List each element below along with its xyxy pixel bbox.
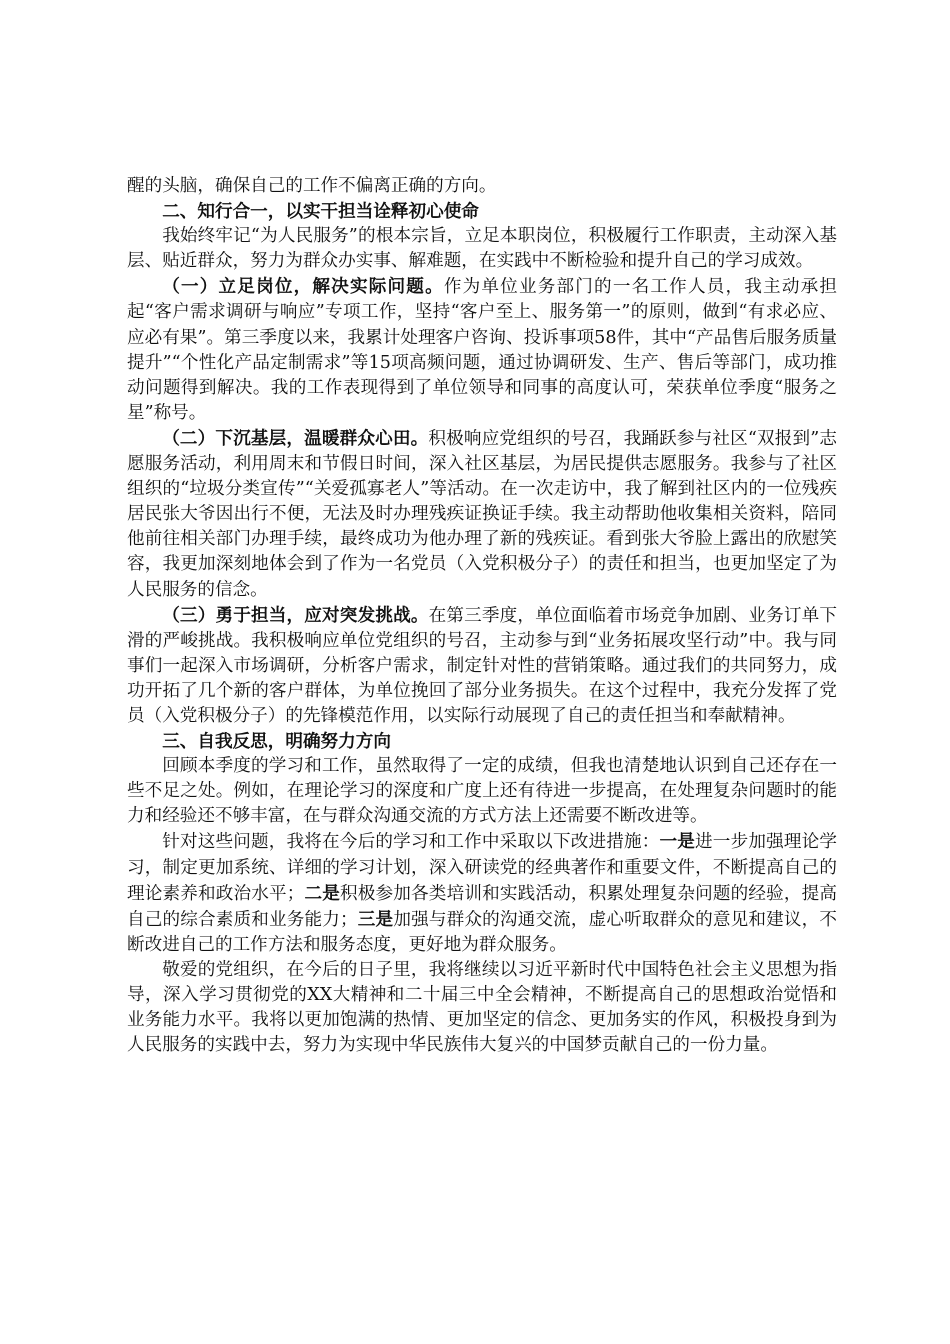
- paragraph-text: 作为单位业务部门的一名工作人员，我主动承担起“客户需求调研与响应”专项工作，坚持“客户至上、服务第一”的原则，做到“有求必应、应必有果”。第三季度以来，我累计处理客户咨询、投诉事项58件，其中“产品售后服务质量提升”“个性化产品定制需求”等15项高频问题，通过协调研发、生产、售后等部门，成功推动问题得到解决。我的工作表现得到了单位领导和同事的高度认可，荣获单位季度“服务之星”称号。: [127, 277, 837, 423]
- paragraph-item-3: [127, 603, 837, 729]
- paragraph-text: 进一步加强理论学习，制定更加系统、详细的学习计划，深入研读党的经典著作和重要文件，不断提高自己的理论素养和政治水平；: [127, 832, 837, 904]
- paragraph-item-2: [127, 426, 837, 603]
- section-heading-3: 三、自我反思，明确努力方向: [162, 731, 391, 753]
- section-heading-2: 二、知行合一，以实干担当诠释初心使命: [162, 201, 479, 223]
- paragraph-improvements: [127, 829, 837, 957]
- paragraph-text: 针对这些问题，我将在今后的学习和工作中采取以下改进措施：: [162, 832, 660, 853]
- paragraph-text: 积极响应党组织的号召，我踊跃参与社区“双报到”志愿服务活动，利用周末和节假日时间，深入社区基层，为居民提供志愿服务。我参与了社区组织的“垃圾分类宣传”“关爱孤寡老人”等活动。在一次走访中，我了解到社区内的一位残疾居民张大爷因出行不便，无法及时办理残疾证换证手续。我主动帮助他收集相关资料，陪同他前往相关部门办理手续，最终成功为他办理了新的残疾证。看到张大爷脸上露出的欣慰笑容，我更加深刻地体会到了作为一名党员（入党积极分子）的责任和担当，也更加坚定了为人民服务的信念。: [127, 428, 837, 600]
- subheading-item-1: （一）立足岗位，解决实际问题。: [162, 276, 444, 298]
- paragraph-section-2-intro: [127, 224, 837, 274]
- paragraph-text: 加强与群众的沟通交流，虚心听取群众的意见和建议，不断改进自己的工作方法和服务态度，更好地为群众服务。: [127, 909, 837, 955]
- paragraph-text: 醒的头脑，确保自己的工作不偏离正确的方向。: [127, 176, 497, 196]
- document-body: [127, 174, 837, 1058]
- keyword-second: 二是: [304, 882, 341, 904]
- paragraph-text: 在第三季度，单位面临着市场竞争加剧、业务订单下滑的严峻挑战。我积极响应单位党组织的号召，主动参与到“业务拓展攻坚行动”中。我与同事们一起深入市场调研，分析客户需求，制定针对性的营销策略。通过我们的共同努力，成功开拓了几个新的客户群体，为单位挽回了部分业务损失。在这个过程中，我充分发挥了党员（入党积极分子）的先锋模范作用，以实际行动展现了自己的责任担当和奉献精神。: [127, 605, 837, 726]
- paragraph-text: 回顾本季度的学习和工作，虽然取得了一定的成绩，但我也清楚地认识到自己还存在一些不足之处。例如，在理论学习的深度和广度上还有待进一步提高，在处理复杂问题时的能力和经验还不够丰富，在与群众沟通交流的方式方法上还需要不断改进等。: [127, 756, 837, 827]
- paragraph-intro-tail: [127, 174, 837, 199]
- keyword-third: 三是: [357, 908, 394, 930]
- paragraph-closing: [127, 958, 837, 1058]
- paragraph-text: 积极参加各类培训和实践活动，积累处理复杂问题的经验，提高自己的综合素质和业务能力；: [127, 883, 837, 930]
- paragraph-item-1: [127, 274, 837, 426]
- subheading-item-2: （二）下沉基层，温暖群众心田。: [162, 427, 429, 449]
- paragraph-text: 我始终牢记“为人民服务”的根本宗旨，立足本职岗位，积极履行工作职责，主动深入基层、贴近群众，努力为群众办实事、解难题，在实践中不断检验和提升自己的学习成效。: [127, 226, 837, 272]
- paragraph-text: 敬爱的党组织，在今后的日子里，我将继续以习近平新时代中国特色社会主义思想为指导，深入学习贯彻党的XX大精神和二十届三中全会精神，不断提高自己的思想政治觉悟和业务能力水平。我将以更加饱满的热情、更加坚定的信念、更加务实的作风，积极投身到为人民服务的实践中去，努力为实现中华民族伟大复兴的中国梦贡献自己的一份力量。: [127, 959, 837, 1056]
- subheading-item-3: （三）勇于担当，应对突发挑战。: [162, 604, 429, 626]
- keyword-first: 一是: [659, 831, 696, 853]
- paragraph-reflection: [127, 754, 837, 829]
